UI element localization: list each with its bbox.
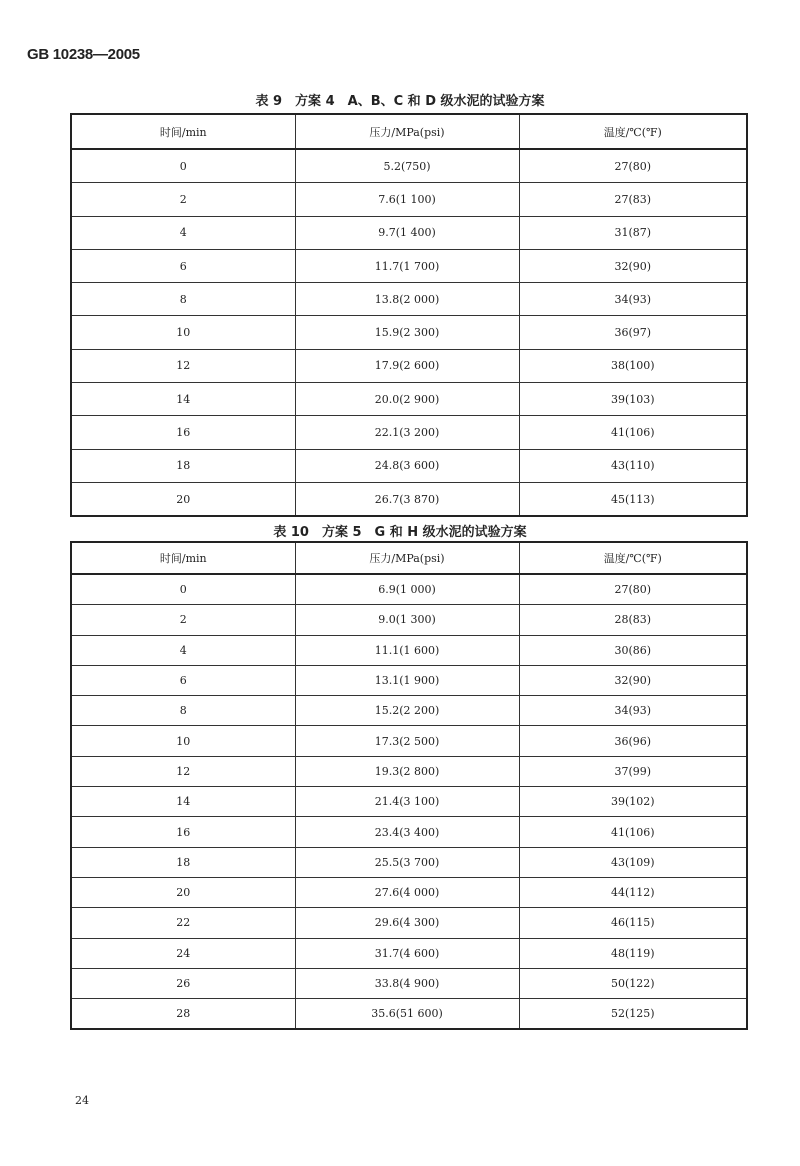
- pressure-cell: 11.7(1 700): [295, 249, 519, 282]
- time-cell: 10: [71, 726, 295, 756]
- table9-title: 表 9 方案 4 A、B、C 和 D 级水泥的试验方案: [255, 94, 545, 109]
- time-cell: 2: [71, 605, 295, 635]
- table-row: [71, 449, 747, 482]
- pressure-cell: 13.1(1 900): [295, 665, 519, 695]
- pressure-cell: 31.7(4 600): [295, 938, 519, 968]
- time-cell: 14: [71, 383, 295, 416]
- table-row: [71, 482, 747, 516]
- time-cell: 8: [71, 696, 295, 726]
- time-cell: 4: [71, 635, 295, 665]
- table-row: [71, 574, 747, 605]
- pressure-cell: 15.9(2 300): [295, 316, 519, 349]
- pressure-cell: 33.8(4 900): [295, 968, 519, 998]
- pressure-cell: 11.1(1 600): [295, 635, 519, 665]
- temperature-cell: 50(122): [519, 968, 747, 998]
- time-cell: 14: [71, 787, 295, 817]
- column-header: 时间/min: [71, 542, 295, 574]
- time-cell: 28: [71, 999, 295, 1030]
- pressure-cell: 24.8(3 600): [295, 449, 519, 482]
- temperature-cell: 52(125): [519, 999, 747, 1030]
- time-cell: 18: [71, 449, 295, 482]
- temperature-cell: 43(109): [519, 847, 747, 877]
- temperature-cell: 31(87): [519, 216, 747, 249]
- time-cell: 26: [71, 968, 295, 998]
- table-row: [71, 908, 747, 938]
- time-cell: 4: [71, 216, 295, 249]
- pressure-cell: 35.6(51 600): [295, 999, 519, 1030]
- table-row: [71, 283, 747, 316]
- table-row: [71, 696, 747, 726]
- time-cell: 6: [71, 249, 295, 282]
- table10: [70, 541, 748, 1030]
- pressure-cell: 20.0(2 900): [295, 383, 519, 416]
- temperature-cell: 37(99): [519, 756, 747, 786]
- pressure-cell: 9.0(1 300): [295, 605, 519, 635]
- pressure-cell: 17.9(2 600): [295, 349, 519, 382]
- time-cell: 16: [71, 416, 295, 449]
- time-cell: 0: [71, 149, 295, 183]
- table-row: [71, 149, 747, 183]
- pressure-cell: 26.7(3 870): [295, 482, 519, 516]
- temperature-cell: 39(102): [519, 787, 747, 817]
- table-row: [71, 756, 747, 786]
- column-header: 温度/℃(℉): [519, 542, 747, 574]
- table-header-row: [71, 114, 747, 149]
- page-number: 24: [75, 1094, 89, 1107]
- table-row: [71, 938, 747, 968]
- temperature-cell: 36(96): [519, 726, 747, 756]
- temperature-cell: 46(115): [519, 908, 747, 938]
- temperature-cell: 41(106): [519, 817, 747, 847]
- temperature-cell: 27(80): [519, 149, 747, 183]
- table-row: [71, 249, 747, 282]
- table-row: [71, 349, 747, 382]
- temperature-cell: 43(110): [519, 449, 747, 482]
- pressure-cell: 21.4(3 100): [295, 787, 519, 817]
- pressure-cell: 7.6(1 100): [295, 183, 519, 216]
- temperature-cell: 45(113): [519, 482, 747, 516]
- temperature-cell: 28(83): [519, 605, 747, 635]
- table-row: [71, 216, 747, 249]
- standard-number: GB 10238—2005: [27, 46, 140, 63]
- time-cell: 8: [71, 283, 295, 316]
- table-row: [71, 605, 747, 635]
- temperature-cell: 30(86): [519, 635, 747, 665]
- column-header: 压力/MPa(psi): [295, 542, 519, 574]
- table-row: [71, 383, 747, 416]
- temperature-cell: 34(93): [519, 283, 747, 316]
- table-row: [71, 999, 747, 1030]
- pressure-cell: 17.3(2 500): [295, 726, 519, 756]
- pressure-cell: 27.6(4 000): [295, 877, 519, 907]
- column-header: 时间/min: [71, 114, 295, 149]
- table-row: [71, 877, 747, 907]
- pressure-cell: 6.9(1 000): [295, 574, 519, 605]
- time-cell: 20: [71, 482, 295, 516]
- table-row: [71, 635, 747, 665]
- time-cell: 12: [71, 756, 295, 786]
- time-cell: 24: [71, 938, 295, 968]
- pressure-cell: 19.3(2 800): [295, 756, 519, 786]
- time-cell: 6: [71, 665, 295, 695]
- table-row: [71, 968, 747, 998]
- table-row: [71, 726, 747, 756]
- temperature-cell: 36(97): [519, 316, 747, 349]
- table-row: [71, 316, 747, 349]
- temperature-cell: 27(83): [519, 183, 747, 216]
- pressure-cell: 22.1(3 200): [295, 416, 519, 449]
- table-row: [71, 183, 747, 216]
- time-cell: 22: [71, 908, 295, 938]
- table-row: [71, 416, 747, 449]
- pressure-cell: 25.5(3 700): [295, 847, 519, 877]
- pressure-cell: 9.7(1 400): [295, 216, 519, 249]
- time-cell: 2: [71, 183, 295, 216]
- time-cell: 16: [71, 817, 295, 847]
- table-header-row: [71, 542, 747, 574]
- time-cell: 0: [71, 574, 295, 605]
- temperature-cell: 32(90): [519, 665, 747, 695]
- pressure-cell: 29.6(4 300): [295, 908, 519, 938]
- column-header: 压力/MPa(psi): [295, 114, 519, 149]
- temperature-cell: 38(100): [519, 349, 747, 382]
- temperature-cell: 32(90): [519, 249, 747, 282]
- table-row: [71, 817, 747, 847]
- table-row: [71, 665, 747, 695]
- pressure-cell: 15.2(2 200): [295, 696, 519, 726]
- time-cell: 20: [71, 877, 295, 907]
- temperature-cell: 44(112): [519, 877, 747, 907]
- column-header: 温度/℃(℉): [519, 114, 747, 149]
- time-cell: 10: [71, 316, 295, 349]
- pressure-cell: 13.8(2 000): [295, 283, 519, 316]
- pressure-cell: 23.4(3 400): [295, 817, 519, 847]
- table-row: [71, 847, 747, 877]
- temperature-cell: 39(103): [519, 383, 747, 416]
- temperature-cell: 34(93): [519, 696, 747, 726]
- time-cell: 18: [71, 847, 295, 877]
- table9: [70, 113, 748, 517]
- temperature-cell: 48(119): [519, 938, 747, 968]
- temperature-cell: 41(106): [519, 416, 747, 449]
- temperature-cell: 27(80): [519, 574, 747, 605]
- table-row: [71, 787, 747, 817]
- time-cell: 12: [71, 349, 295, 382]
- pressure-cell: 5.2(750): [295, 149, 519, 183]
- table10-title: 表 10 方案 5 G 和 H 级水泥的试验方案: [273, 525, 527, 540]
